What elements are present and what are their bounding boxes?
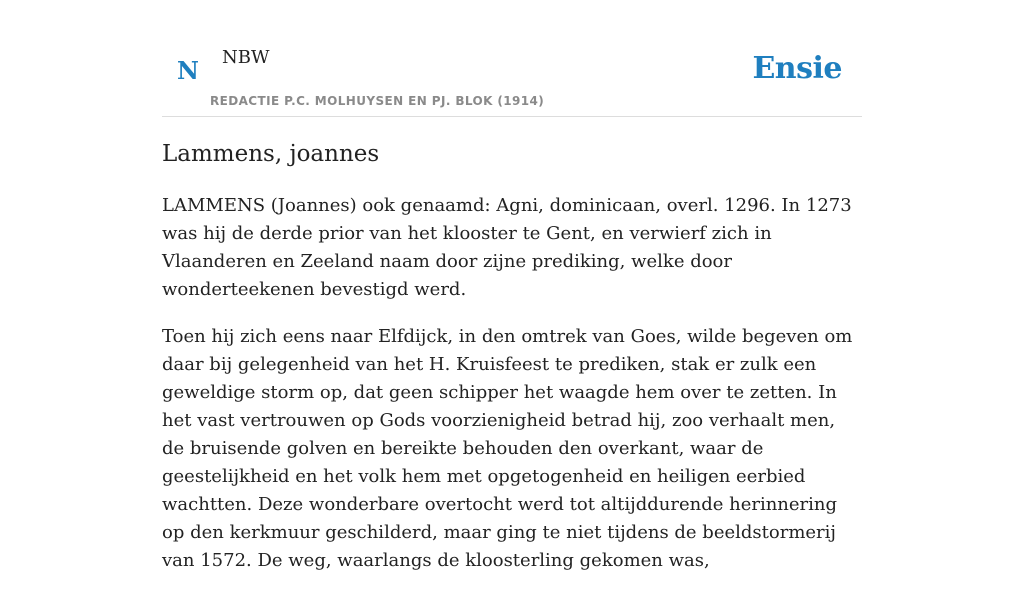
article-title: Lammens, joannes [162, 141, 380, 167]
article-paragraph: Toen hij zich eens naar Elfdijck, in den omtrek van Goes, wilde begeven om daar bij gelegenheid van het H. Kruisfeest te prediken, stak er zulk een geweldige storm op, dat geen schipper het waagde hem over te zetten. In het vast vertrouwen op Gods voorzienigheid betrad hij, zoo verhaalt men, de bruisende golven en bereikte behouden den overkant, waar de geestelijkheid en het volk hem met opgetogenheid en heiligen eerbied wachtten. Deze wonderbare overtocht werd tot altijddurende herinnering op den kerkmuur geschilderd, maar ging te niet tijdens de beeldstormerij van 1572. De weg, waarlangs de kloosterling gekomen was, [162, 326, 853, 571]
article-paragraph: LAMMENS (Joannes) ook genaamd: Agni, dominicaan, overl. 1296. In 1273 was hij de derde prior van het klooster te Gent, en verwierf zich in Vlaanderen en Zeeland naam door zijne prediking, welke door wonderteekenen bevestigd werd. [162, 195, 852, 300]
source-header [162, 0, 862, 117]
article [162, 138, 862, 594]
brand-logo[interactable]: Ensie [752, 51, 842, 86]
source-name[interactable]: NBW [222, 47, 270, 68]
source-logo[interactable]: N [177, 56, 199, 85]
source-subtitle: REDACTIE P.C. MOLHUYSEN EN PJ. BLOK (1914) [210, 94, 545, 108]
